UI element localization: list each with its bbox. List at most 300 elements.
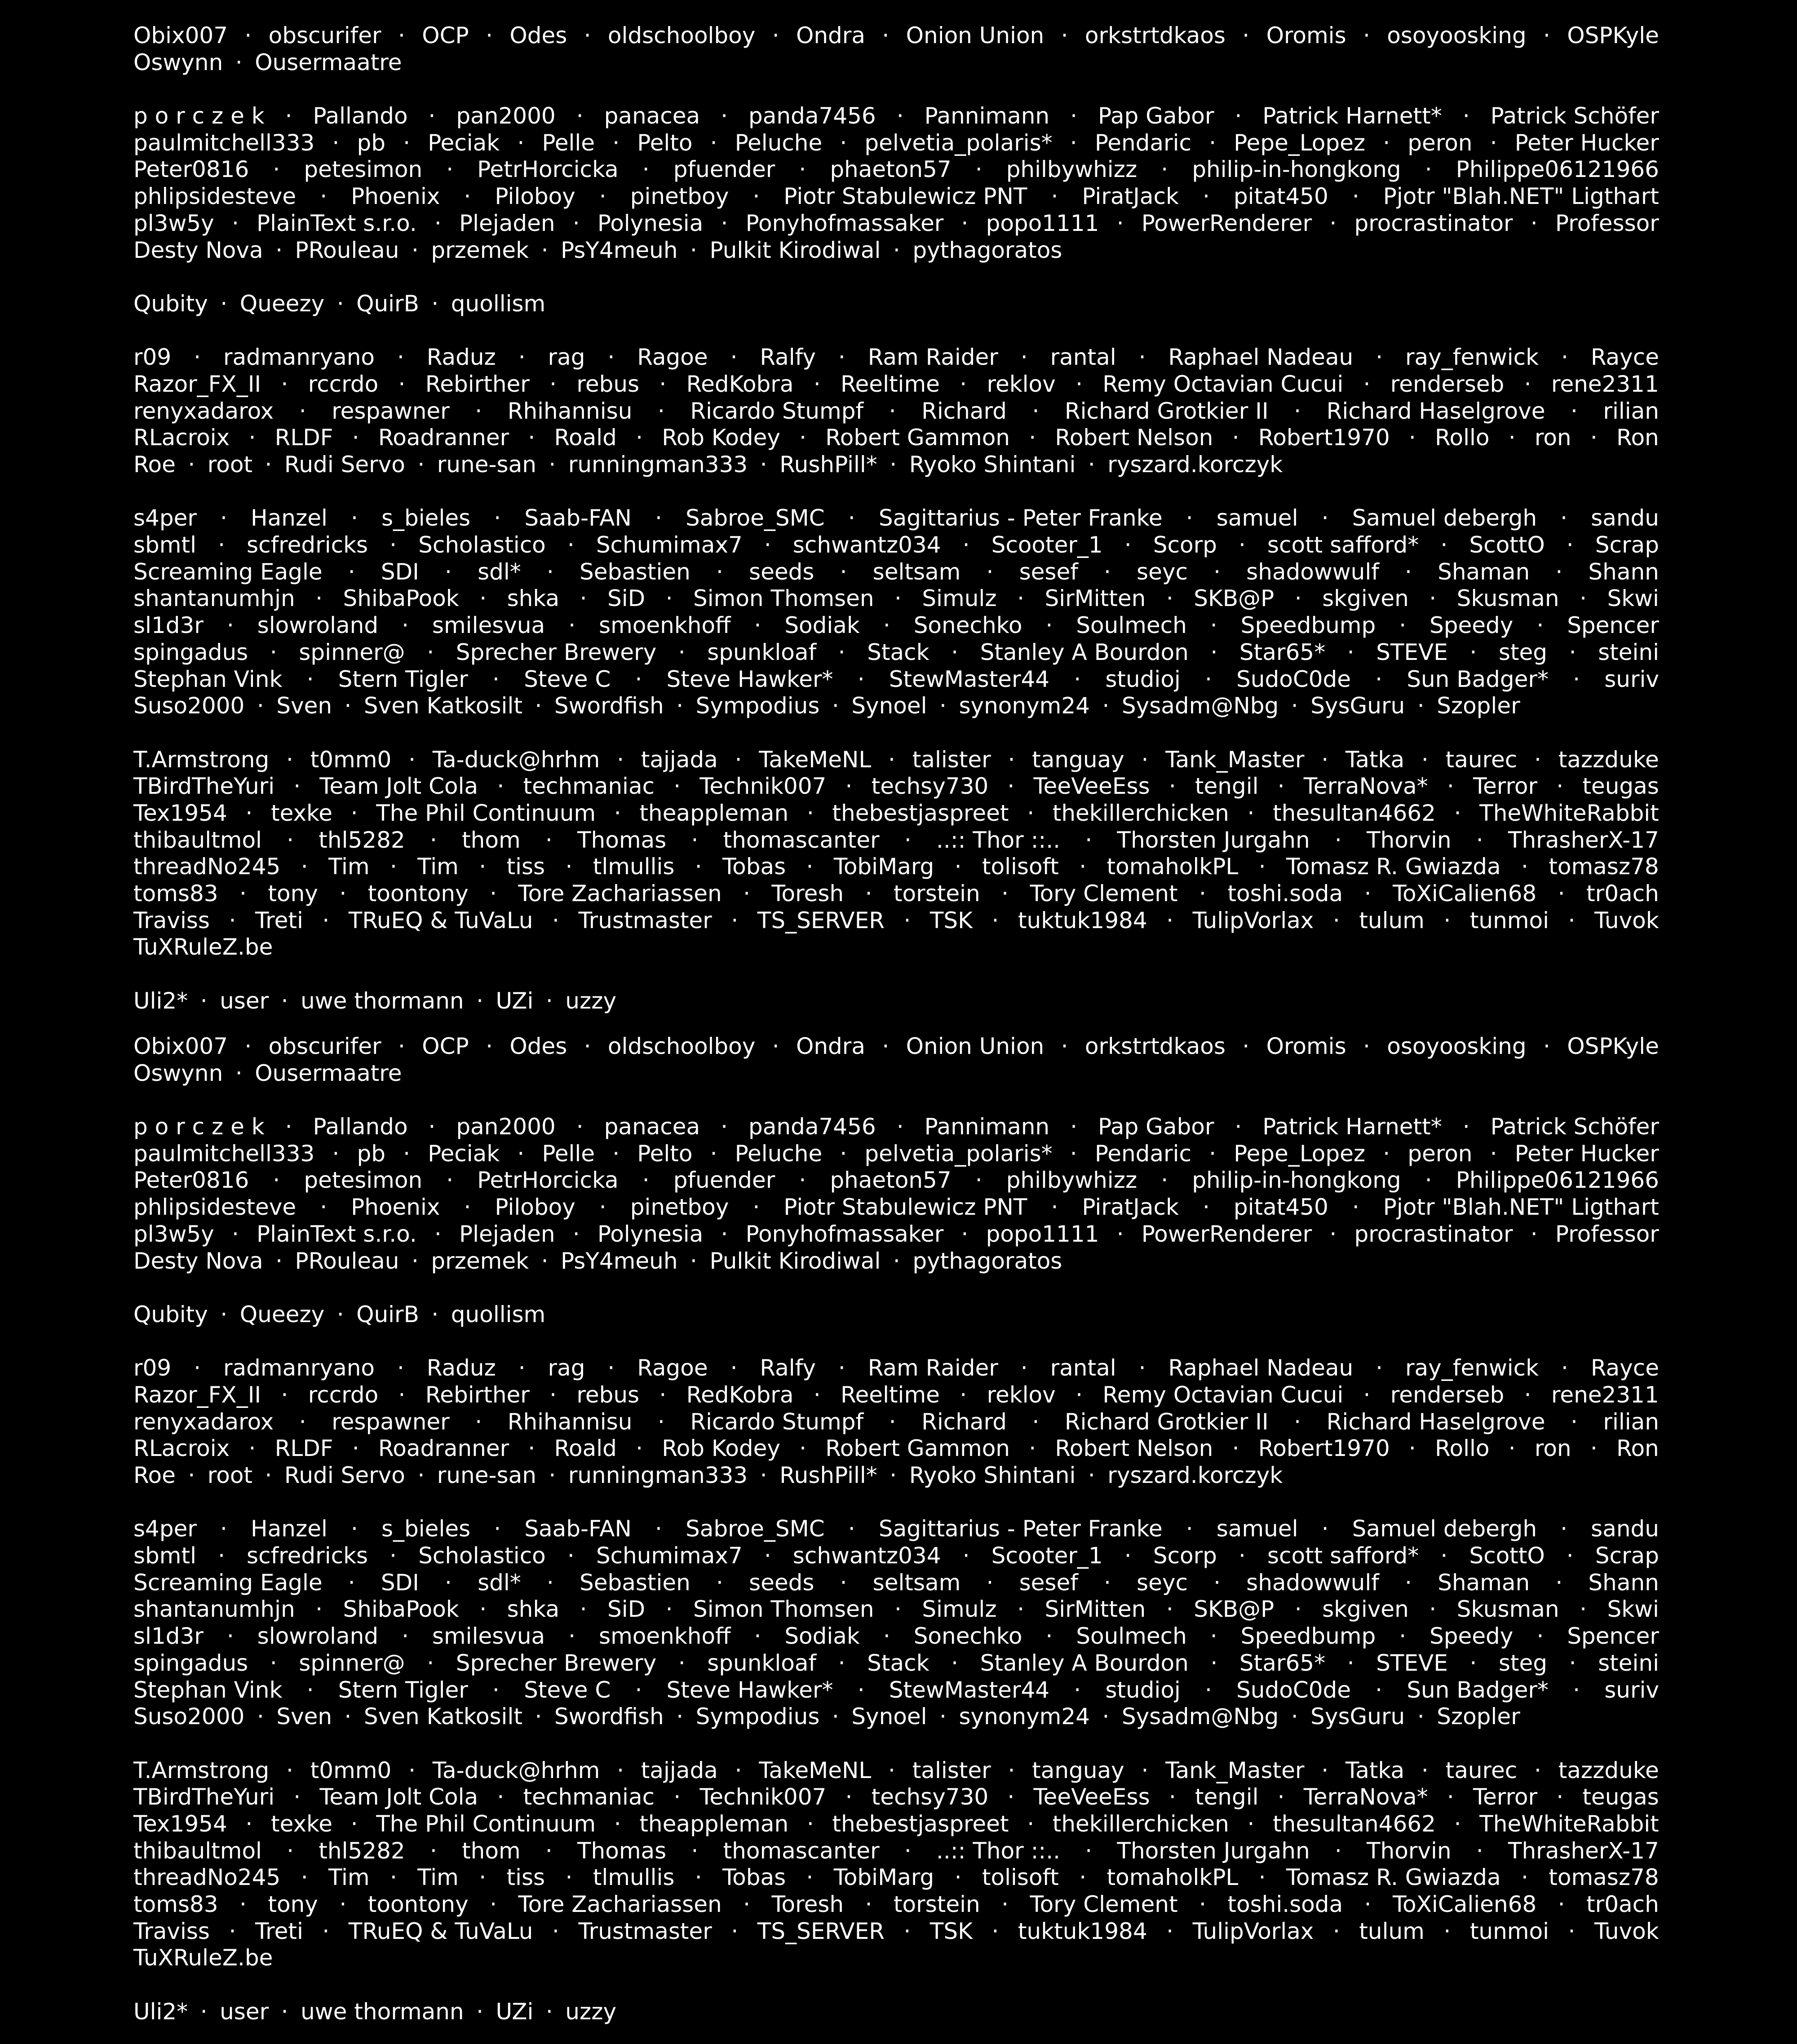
contributor-name: Trustmaster <box>578 907 712 934</box>
contributor-name: respawner <box>332 1408 450 1435</box>
contributor-name: Peter Hucker <box>1514 129 1659 156</box>
credits-line <box>133 1435 1659 1462</box>
credits-line <box>133 1382 1659 1409</box>
contributor-name: Pallando <box>313 103 408 129</box>
contributor-name: Speedy <box>1430 1623 1514 1650</box>
name-separator: · <box>1536 1623 1544 1650</box>
name-separator: · <box>813 371 821 397</box>
contributor-name: thekillerchicken <box>1052 800 1229 826</box>
contributor-name: samuel <box>1216 505 1298 531</box>
name-separator: · <box>673 1784 681 1810</box>
name-separator: · <box>961 210 969 236</box>
contributor-name: RedKobra <box>686 1381 794 1408</box>
contributor-name: Treti <box>255 907 303 934</box>
name-separator: · <box>1590 1435 1598 1462</box>
contributor-name: samuel <box>1216 1516 1298 1542</box>
contributor-name: ..:: Thor ::.. <box>936 827 1061 853</box>
name-separator: · <box>535 1703 542 1730</box>
name-separator: · <box>301 1864 308 1891</box>
name-separator: · <box>1417 1703 1425 1730</box>
contributor-name: Thorvin <box>1367 827 1452 853</box>
contributor-name: SysGuru <box>1310 693 1405 719</box>
contributor-name: sandu <box>1591 1516 1659 1542</box>
name-separator: · <box>1508 1435 1516 1462</box>
contributor-name: Sprecher Brewery <box>456 639 657 665</box>
contributor-name: Ragoe <box>637 344 708 371</box>
name-separator: · <box>565 854 573 880</box>
contributor-name: rag <box>548 1355 585 1381</box>
contributor-name: studioj <box>1105 1677 1181 1703</box>
contributor-name: rilian <box>1603 398 1659 424</box>
contributor-name: tomaholkPL <box>1107 1864 1239 1891</box>
name-separator: · <box>657 398 665 424</box>
contributor-name: smoenkhoff <box>599 612 731 639</box>
name-separator: · <box>576 103 584 129</box>
contributor-name: Speedy <box>1430 612 1514 639</box>
contributor-name: radmanryano <box>223 344 375 371</box>
contributor-name: thl5282 <box>319 827 405 853</box>
contributor-name: PiratJack <box>1082 183 1179 210</box>
name-separator: · <box>541 237 549 263</box>
contributor-name: tajjada <box>641 746 718 773</box>
contributor-name: tolisoft <box>982 1864 1059 1891</box>
contributor-name: sl1d3r <box>133 1623 204 1650</box>
credits-line <box>133 1596 1659 1623</box>
name-separator: · <box>1543 22 1550 49</box>
name-separator: · <box>1202 183 1210 210</box>
name-separator: · <box>528 1435 536 1462</box>
contributor-name: shantanumhjn <box>133 1596 295 1623</box>
contributor-name: Shann <box>1588 558 1659 585</box>
name-separator: · <box>735 746 742 773</box>
contributor-name: Samuel debergh <box>1352 505 1537 531</box>
contributor-name: Star65* <box>1239 1650 1326 1676</box>
name-separator: · <box>1247 1810 1255 1837</box>
name-separator: · <box>476 1998 484 2025</box>
credits-line <box>133 210 1659 237</box>
contributor-name: Sysadm@Nbg <box>1121 693 1279 719</box>
name-separator: · <box>479 585 487 612</box>
contributor-name: spingadus <box>133 1650 248 1676</box>
contributor-name: skgiven <box>1322 585 1409 612</box>
contributor-name: Szopler <box>1437 1703 1520 1730</box>
name-separator: · <box>320 183 328 210</box>
contributor-name: techsy730 <box>871 1784 989 1810</box>
contributor-name: Piotr Stabulewicz PNT <box>783 1194 1027 1221</box>
contributor-name: peron <box>1408 129 1473 156</box>
name-separator: · <box>336 1301 344 1327</box>
contributor-name: The Phil Continuum <box>376 1810 596 1837</box>
name-separator: · <box>344 693 352 719</box>
name-separator: · <box>403 129 410 156</box>
name-separator: · <box>1421 1757 1429 1783</box>
name-separator: · <box>229 1918 236 1944</box>
name-separator: · <box>1079 854 1087 880</box>
name-separator: · <box>960 371 967 397</box>
name-separator: · <box>1558 1891 1565 1917</box>
contributor-name: toms83 <box>133 1891 218 1917</box>
contributor-name: pan2000 <box>456 103 556 129</box>
name-separator: · <box>1045 612 1053 639</box>
name-separator: · <box>1376 344 1383 371</box>
name-separator: · <box>417 451 425 478</box>
contributor-name: Patrick Schöfer <box>1490 1114 1659 1140</box>
name-separator: · <box>1051 183 1058 210</box>
name-separator: · <box>764 532 771 558</box>
contributor-name: SudoC0de <box>1236 666 1351 692</box>
name-separator: · <box>951 1650 959 1676</box>
contributor-name: Robert Gammon <box>825 425 1010 451</box>
contributor-name: Piotr Stabulewicz PNT <box>783 183 1027 210</box>
contributor-name: Raduz <box>426 344 496 371</box>
name-separator: · <box>389 1864 397 1891</box>
name-separator: · <box>1561 1355 1568 1381</box>
contributor-name: tiss <box>506 854 545 880</box>
name-separator: · <box>760 1462 767 1488</box>
contributor-name: seyc <box>1137 1569 1188 1596</box>
contributor-name: thesultan4662 <box>1273 800 1436 826</box>
name-separator: · <box>1088 451 1095 478</box>
contributor-name: pitat450 <box>1233 183 1328 210</box>
name-separator: · <box>635 1677 642 1703</box>
name-separator: · <box>350 1810 358 1837</box>
name-separator: · <box>445 1569 452 1596</box>
credits-line <box>133 1999 1659 2026</box>
contributor-name: Obix007 <box>133 22 228 49</box>
contributor-name: Stern Tigler <box>338 666 468 692</box>
contributor-name: pfuender <box>673 156 775 183</box>
name-separator: · <box>1580 585 1587 612</box>
contributor-name: Speedbump <box>1240 1623 1376 1650</box>
contributor-name: Pendaric <box>1094 1140 1191 1167</box>
name-separator: · <box>1469 1650 1477 1676</box>
name-separator: · <box>716 558 723 585</box>
name-separator: · <box>1008 746 1015 773</box>
name-separator: · <box>636 425 643 451</box>
name-separator: · <box>1363 22 1370 49</box>
name-separator: · <box>599 183 606 210</box>
name-separator: · <box>1232 1435 1239 1462</box>
name-separator: · <box>567 532 575 558</box>
credits-line <box>133 1301 1659 1328</box>
contributor-name: renderseb <box>1390 1381 1505 1408</box>
credits-section-s <box>133 505 1659 720</box>
contributor-name: Ragoe <box>637 1355 708 1381</box>
contributor-name: SDI <box>381 1569 419 1596</box>
contributor-name: Sebastien <box>579 1569 690 1596</box>
contributor-name: torstein <box>893 1891 980 1917</box>
credits-line <box>133 49 1659 76</box>
name-separator: · <box>991 1918 999 1944</box>
name-separator: · <box>1429 585 1437 612</box>
name-separator: · <box>764 1543 771 1569</box>
name-separator: · <box>244 22 252 49</box>
name-separator: · <box>1001 1891 1009 1917</box>
contributor-name: Skusman <box>1456 585 1559 612</box>
name-separator: · <box>1573 1677 1580 1703</box>
name-separator: · <box>492 1677 500 1703</box>
contributor-name: tr0ach <box>1586 1891 1659 1917</box>
contributor-name: Ryoko Shintani <box>909 451 1076 478</box>
contributor-name: tomasz78 <box>1549 1864 1659 1891</box>
contributor-name: toshi.soda <box>1227 1891 1343 1917</box>
contributor-name: s_bieles <box>381 1516 471 1542</box>
name-separator: · <box>497 1784 505 1810</box>
contributor-name: Synoel <box>851 693 927 719</box>
name-separator: · <box>1421 746 1429 773</box>
credits-section-t <box>133 747 1659 961</box>
contributor-name: Ricardo Stumpf <box>690 398 864 424</box>
name-separator: · <box>975 1167 983 1194</box>
name-separator: · <box>1490 1140 1497 1167</box>
name-separator: · <box>320 1194 328 1221</box>
name-separator: · <box>799 1167 806 1194</box>
contributor-name: suriv <box>1604 1677 1659 1703</box>
contributor-name: Sonechko <box>913 612 1022 639</box>
name-separator: · <box>845 1784 853 1810</box>
name-separator: · <box>848 1516 855 1542</box>
name-separator: · <box>710 129 717 156</box>
contributor-name: Swordfish <box>554 1703 664 1730</box>
name-separator: · <box>490 1891 497 1917</box>
contributor-name: Rob Kodey <box>662 1435 780 1462</box>
contributor-name: Scooter_1 <box>991 1543 1103 1569</box>
name-separator: · <box>889 1408 896 1435</box>
contributor-name: Pannimann <box>924 103 1050 129</box>
name-separator: · <box>659 371 667 397</box>
name-separator: · <box>962 532 970 558</box>
contributor-name: Roe <box>133 1462 176 1488</box>
contributor-name: Roe <box>133 451 176 478</box>
contributor-name: reklov <box>987 371 1056 397</box>
contributor-name: Ralfy <box>760 344 816 371</box>
contributor-name: RLDF <box>274 425 333 451</box>
contributor-name: uzzy <box>565 1998 617 2025</box>
contributor-name: Samuel debergh <box>1352 1516 1537 1542</box>
contributor-name: Ousermaatre <box>255 1060 402 1086</box>
contributor-name: Tim <box>328 1864 370 1891</box>
contributor-name: Schumimax7 <box>596 532 743 558</box>
name-separator: · <box>691 827 699 853</box>
name-separator: · <box>1558 880 1565 907</box>
name-separator: · <box>287 1837 294 1864</box>
contributor-name: peron <box>1408 1140 1473 1167</box>
name-separator: · <box>299 398 306 424</box>
name-separator: · <box>546 558 554 585</box>
contributor-name: Suso2000 <box>133 693 245 719</box>
name-separator: · <box>612 129 620 156</box>
name-separator: · <box>220 290 228 317</box>
contributor-name: PRouleau <box>295 237 399 263</box>
name-separator: · <box>1258 1864 1266 1891</box>
contributor-name: Schumimax7 <box>596 1543 743 1569</box>
contributor-name: tazzduke <box>1558 746 1659 773</box>
contributor-name: t0mm0 <box>310 746 392 773</box>
contributor-name: Peciak <box>428 1140 500 1167</box>
name-separator: · <box>541 1248 549 1274</box>
contributor-name: Tuvok <box>1594 1918 1659 1944</box>
contributor-name: t0mm0 <box>310 1757 392 1783</box>
name-separator: · <box>1088 1462 1095 1488</box>
name-separator: · <box>1017 585 1024 612</box>
name-separator: · <box>1321 746 1329 773</box>
contributor-name: Saab-FAN <box>524 505 632 531</box>
contributor-name: OSPKyle <box>1567 1033 1659 1059</box>
contributor-name: TulipVorlax <box>1192 907 1314 934</box>
contributor-name: ScottO <box>1469 1543 1545 1569</box>
credits-line <box>133 532 1659 559</box>
name-separator: · <box>678 1650 686 1676</box>
name-separator: · <box>1569 1650 1576 1676</box>
name-separator: · <box>552 1918 559 1944</box>
contributor-name: Scorp <box>1153 1543 1217 1569</box>
name-separator: · <box>1443 907 1451 934</box>
name-separator: · <box>194 1355 201 1381</box>
name-separator: · <box>322 907 330 934</box>
name-separator: · <box>1334 1837 1342 1864</box>
contributor-name: PowerRenderer <box>1141 1221 1312 1247</box>
contributor-name: Richard Grotkier II <box>1064 398 1269 424</box>
contributor-name: Phoenix <box>351 1194 440 1221</box>
name-separator: · <box>306 666 314 692</box>
name-separator: · <box>1332 1918 1340 1944</box>
credits-line <box>133 585 1659 612</box>
contributor-name: Ponyhofmassaker <box>745 210 944 236</box>
credits-line <box>133 1838 1659 1865</box>
contributor-name: quollism <box>451 290 546 317</box>
name-separator: · <box>1375 1677 1383 1703</box>
contributor-name: Pelle <box>542 1140 595 1167</box>
name-separator: · <box>257 693 264 719</box>
contributor-name: Stanley A Bourdon <box>980 1650 1189 1676</box>
name-separator: · <box>1294 1596 1302 1623</box>
name-separator: · <box>1209 1140 1216 1167</box>
contributor-name: scfredricks <box>247 1543 368 1569</box>
contributor-name: Patrick Schöfer <box>1490 103 1659 129</box>
name-separator: · <box>1347 639 1354 665</box>
name-separator: · <box>799 156 806 183</box>
contributor-name: Polynesia <box>597 1221 704 1247</box>
contributor-name: TakeMeNL <box>759 746 872 773</box>
name-separator: · <box>1561 344 1568 371</box>
contributor-name: Synoel <box>851 1703 927 1730</box>
name-separator: · <box>1443 1918 1451 1944</box>
name-separator: · <box>655 505 662 531</box>
contributor-name: tuktuk1984 <box>1018 907 1147 934</box>
name-separator: · <box>657 1408 665 1435</box>
name-separator: · <box>799 1435 807 1462</box>
contributor-name: Peter Hucker <box>1514 1140 1659 1167</box>
contributor-name: synonym24 <box>959 693 1090 719</box>
name-separator: · <box>549 451 556 478</box>
contributor-name: procrastinator <box>1354 210 1513 236</box>
name-separator: · <box>1247 800 1255 826</box>
contributor-name: Tuvok <box>1594 907 1659 934</box>
contributor-name: Sagittarius - Peter Franke <box>878 505 1163 531</box>
contributor-name: Tatka <box>1345 746 1405 773</box>
contributor-name: Spencer <box>1567 1623 1659 1650</box>
contributor-name: Roadranner <box>378 1435 509 1462</box>
name-separator: · <box>904 1837 912 1864</box>
credits-section-o <box>133 22 1659 76</box>
contributor-name: Skwi <box>1607 585 1659 612</box>
name-separator: · <box>411 237 419 263</box>
name-separator: · <box>1405 1569 1412 1596</box>
contributor-name: Sagittarius - Peter Franke <box>878 1516 1163 1542</box>
contributor-name: theappleman <box>639 1810 789 1837</box>
contributor-name: tony <box>268 1891 318 1917</box>
name-separator: · <box>838 1355 845 1381</box>
contributor-name: tomaholkPL <box>1107 854 1239 880</box>
name-separator: · <box>806 800 814 826</box>
contributor-name: Desty Nova <box>133 1248 263 1274</box>
name-separator: · <box>1277 773 1285 800</box>
contributor-name: Steve Hawker* <box>666 1677 833 1703</box>
contributor-name: SirMitten <box>1045 585 1146 612</box>
contributor-name: Toresh <box>771 1891 844 1917</box>
name-separator: · <box>248 1435 256 1462</box>
contributor-name: Shann <box>1588 1569 1659 1596</box>
contributor-name: toontony <box>367 880 469 907</box>
contributor-name: Tobas <box>722 854 786 880</box>
contributor-name: ron <box>1534 425 1571 451</box>
contributor-name: steini <box>1598 639 1659 665</box>
contributor-name: sdl* <box>478 558 521 585</box>
name-separator: · <box>832 1703 839 1730</box>
contributor-name: spunkloaf <box>707 1650 817 1676</box>
contributor-name: StewMaster44 <box>889 666 1050 692</box>
name-separator: · <box>1530 1221 1538 1247</box>
credits-line <box>133 1891 1659 1918</box>
name-separator: · <box>1405 558 1412 585</box>
contributor-name: ToXiCalien68 <box>1393 880 1537 907</box>
credits-block <box>133 1033 1659 2044</box>
contributor-name: SDI <box>381 558 419 585</box>
contributor-name: Rhihannisu <box>507 1408 633 1435</box>
contributor-name: SysGuru <box>1310 1703 1405 1730</box>
contributor-name: slowroland <box>257 1623 379 1650</box>
contributor-name: Rob Kodey <box>662 425 780 451</box>
contributor-name: ToXiCalien68 <box>1393 1891 1537 1917</box>
name-separator: · <box>339 880 347 907</box>
contributor-name: TobiMarg <box>833 854 934 880</box>
name-separator: · <box>659 1381 667 1408</box>
credits-line <box>133 800 1659 827</box>
name-separator: · <box>1102 1703 1110 1730</box>
contributor-name: TakeMeNL <box>759 1757 872 1783</box>
name-separator: · <box>731 907 739 934</box>
name-separator: · <box>1329 1221 1337 1247</box>
contributor-name: Ron <box>1616 1435 1659 1462</box>
name-separator: · <box>265 1462 272 1488</box>
name-separator: · <box>845 773 853 800</box>
name-separator: · <box>528 425 536 451</box>
contributor-name: Tory Clement <box>1030 880 1178 907</box>
credits-line <box>133 130 1659 157</box>
name-separator: · <box>840 558 847 585</box>
name-separator: · <box>721 210 728 236</box>
credits-line <box>133 1248 1659 1275</box>
name-separator: · <box>1029 425 1036 451</box>
name-separator: · <box>642 156 650 183</box>
contributor-name: QuirB <box>356 1301 419 1327</box>
name-separator: · <box>1508 425 1516 451</box>
name-separator: · <box>1032 1408 1040 1435</box>
credits-line <box>133 693 1659 720</box>
contributor-name: Tobas <box>722 1864 786 1891</box>
contributor-name: Oromis <box>1266 1033 1346 1059</box>
contributor-name: Rollo <box>1435 1435 1490 1462</box>
